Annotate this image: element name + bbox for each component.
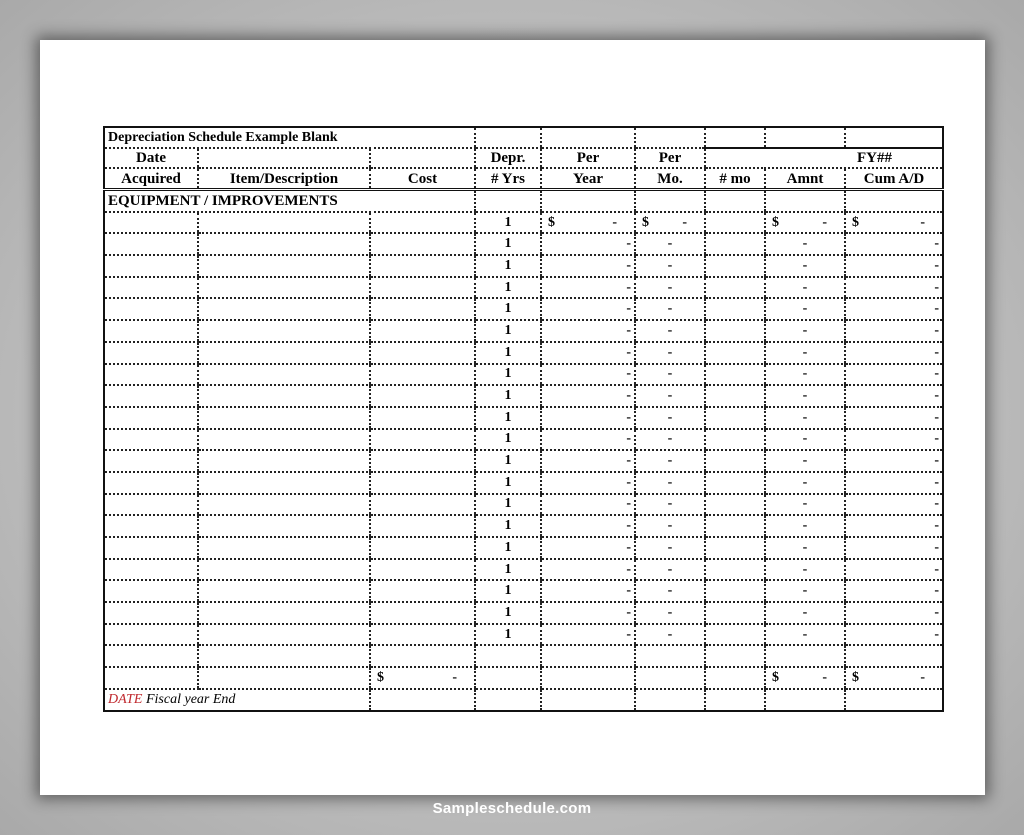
cost-cell [370, 537, 475, 559]
header-year: Year [541, 168, 635, 190]
per-year-cell [541, 212, 635, 234]
cum-ad-cell: - [845, 472, 943, 494]
description-cell [198, 233, 370, 255]
date-acquired-cell [104, 320, 198, 342]
table-row [104, 537, 943, 559]
cum-ad-cell: - [845, 602, 943, 624]
amount-cell: - [765, 602, 845, 624]
cum-ad-cell: - [845, 298, 943, 320]
table-row [104, 212, 943, 234]
months-cell [705, 624, 765, 646]
per-year-cell: - [541, 320, 635, 342]
per-year-cell: - [541, 559, 635, 581]
years-cell: 1 [475, 385, 541, 407]
header-per-mo-top: Per [635, 148, 705, 168]
months-cell [705, 233, 765, 255]
years-cell: 1 [475, 450, 541, 472]
empty-cell [845, 689, 943, 711]
years-cell: 1 [475, 277, 541, 299]
date-acquired-cell [104, 429, 198, 451]
per-year-cell: - [541, 407, 635, 429]
header-cum-ad: Cum A/D [845, 168, 943, 190]
table-row [104, 429, 943, 451]
months-cell [705, 342, 765, 364]
amount-cell: - [765, 624, 845, 646]
amount-cell: - [765, 494, 845, 516]
years-cell: 1 [475, 580, 541, 602]
date-acquired-cell [104, 255, 198, 277]
per-year-cell: - [541, 624, 635, 646]
months-cell [705, 429, 765, 451]
cost-cell [370, 320, 475, 342]
per-year-cell: - [541, 255, 635, 277]
date-acquired-cell [104, 645, 198, 667]
empty-cell [198, 667, 370, 689]
cum-ad-cell: - [845, 407, 943, 429]
cost-cell [370, 233, 475, 255]
years-cell: 1 [475, 559, 541, 581]
amount-cell: - [765, 429, 845, 451]
per-year-cell: - [541, 342, 635, 364]
empty-cell [475, 645, 541, 667]
per-month-cell: - [635, 429, 705, 451]
cum-ad-cell: - [845, 559, 943, 581]
dash-value: - [920, 214, 925, 230]
empty-cell [765, 645, 845, 667]
date-acquired-cell [104, 515, 198, 537]
months-cell [705, 472, 765, 494]
months-cell [705, 364, 765, 386]
table-row [104, 277, 943, 299]
years-cell: 1 [475, 212, 541, 234]
per-month-cell: - [635, 407, 705, 429]
cum-ad-cell: - [845, 494, 943, 516]
dash-value: - [920, 669, 925, 685]
amount-cell: - [765, 407, 845, 429]
footer-row [104, 689, 943, 711]
amount-cell: - [765, 385, 845, 407]
description-cell [198, 602, 370, 624]
years-cell: 1 [475, 342, 541, 364]
per-month-cell: - [635, 255, 705, 277]
date-acquired-cell [104, 407, 198, 429]
months-cell [705, 407, 765, 429]
schedule-title: Depreciation Schedule Example Blank [104, 127, 475, 148]
cost-cell [370, 364, 475, 386]
header-amount: Amnt [765, 168, 845, 190]
date-acquired-cell [104, 385, 198, 407]
dollar-sign: $ [548, 214, 555, 230]
empty-cell [845, 645, 943, 667]
table-row [104, 472, 943, 494]
empty-cell [705, 645, 765, 667]
amount-cell: - [765, 450, 845, 472]
empty-cell [541, 689, 635, 711]
table-row [104, 342, 943, 364]
fy-label: FY## [705, 148, 943, 168]
per-year-cell: - [541, 602, 635, 624]
description-cell [198, 277, 370, 299]
months-cell [705, 298, 765, 320]
cost-cell [370, 624, 475, 646]
months-cell [705, 494, 765, 516]
table-row [104, 385, 943, 407]
per-month-cell: - [635, 364, 705, 386]
footer-fiscal-label: Fiscal year End [145, 691, 236, 707]
per-month-cell: - [635, 320, 705, 342]
cost-cell [370, 515, 475, 537]
cost-cell [370, 494, 475, 516]
cum-ad-cell: - [845, 233, 943, 255]
description-cell [198, 364, 370, 386]
totals-row [104, 667, 943, 689]
years-cell: 1 [475, 298, 541, 320]
per-year-cell: - [541, 429, 635, 451]
years-cell: 1 [475, 429, 541, 451]
per-month-cell: - [635, 559, 705, 581]
months-cell [705, 320, 765, 342]
table-row [104, 364, 943, 386]
description-cell [198, 320, 370, 342]
cum-ad-cell [845, 212, 943, 234]
months-cell [705, 212, 765, 234]
per-month-cell: - [635, 537, 705, 559]
date-acquired-cell [104, 559, 198, 581]
years-cell: 1 [475, 255, 541, 277]
cost-cell [370, 385, 475, 407]
cost-cell [370, 255, 475, 277]
description-cell [198, 407, 370, 429]
amount-cell: - [765, 472, 845, 494]
empty-cell [635, 667, 705, 689]
description-cell [198, 385, 370, 407]
amount-cell: - [765, 298, 845, 320]
header-date: Date [104, 148, 198, 168]
amount-cell: - [765, 233, 845, 255]
description-cell [198, 212, 370, 234]
table-row [104, 494, 943, 516]
years-cell: 1 [475, 472, 541, 494]
site-caption: Sampleschedule.com [432, 800, 592, 817]
per-month-cell: - [635, 342, 705, 364]
footer-date-label: DATE [108, 691, 143, 707]
per-year-cell: - [541, 233, 635, 255]
table-row [104, 320, 943, 342]
months-cell [705, 537, 765, 559]
section-label: EQUIPMENT / IMPROVEMENTS [104, 190, 475, 212]
dollar-sign: $ [852, 669, 859, 685]
date-acquired-cell [104, 494, 198, 516]
per-year-cell: - [541, 298, 635, 320]
empty-cell [635, 645, 705, 667]
section-row [104, 190, 943, 212]
per-month-cell: - [635, 277, 705, 299]
description-cell [198, 515, 370, 537]
cost-cell [370, 559, 475, 581]
total-amount-cell [765, 667, 845, 689]
description-cell [198, 537, 370, 559]
header-row-2 [104, 168, 943, 190]
date-acquired-cell [104, 624, 198, 646]
date-acquired-cell [104, 233, 198, 255]
date-acquired-cell [104, 277, 198, 299]
years-cell: 1 [475, 364, 541, 386]
months-cell [705, 277, 765, 299]
schedule-table [103, 126, 944, 712]
total-cum-ad-cell [845, 667, 943, 689]
dash-value: - [682, 214, 687, 230]
description-cell [198, 559, 370, 581]
empty-cell [104, 667, 198, 689]
cum-ad-cell: - [845, 364, 943, 386]
years-cell: 1 [475, 515, 541, 537]
cum-ad-cell: - [845, 342, 943, 364]
cum-ad-cell: - [845, 255, 943, 277]
header-cost: Cost [370, 168, 475, 190]
per-month-cell: - [635, 494, 705, 516]
cost-cell [370, 298, 475, 320]
cum-ad-cell: - [845, 515, 943, 537]
months-cell [705, 515, 765, 537]
months-cell [705, 450, 765, 472]
description-cell [198, 450, 370, 472]
per-year-cell: - [541, 277, 635, 299]
amount-cell: - [765, 515, 845, 537]
empty-cell [705, 667, 765, 689]
per-year-cell: - [541, 494, 635, 516]
header-mo: Mo. [635, 168, 705, 190]
description-cell [198, 255, 370, 277]
per-month-cell: - [635, 602, 705, 624]
description-cell [198, 429, 370, 451]
header-depr: Depr. [475, 148, 541, 168]
years-cell: 1 [475, 624, 541, 646]
cum-ad-cell: - [845, 580, 943, 602]
cost-cell [370, 407, 475, 429]
amount-cell: - [765, 320, 845, 342]
date-acquired-cell [104, 342, 198, 364]
date-acquired-cell [104, 472, 198, 494]
amount-cell: - [765, 277, 845, 299]
years-cell: 1 [475, 407, 541, 429]
description-cell [198, 342, 370, 364]
table-row [104, 515, 943, 537]
per-year-cell: - [541, 450, 635, 472]
paper-sheet [40, 40, 985, 795]
date-acquired-cell [104, 537, 198, 559]
amount-cell: - [765, 342, 845, 364]
dollar-sign: $ [852, 214, 859, 230]
amount-cell: - [765, 255, 845, 277]
per-month-cell: - [635, 472, 705, 494]
header-acquired: Acquired [104, 168, 198, 190]
months-cell [705, 385, 765, 407]
header-item-description: Item/Description [198, 168, 370, 190]
description-cell [198, 624, 370, 646]
header-num-months: # mo [705, 168, 765, 190]
fiscal-year-end-cell [104, 689, 370, 711]
header-per-year-top: Per [541, 148, 635, 168]
empty-cell [765, 689, 845, 711]
dollar-sign: $ [772, 669, 779, 685]
years-cell: 1 [475, 537, 541, 559]
months-cell [705, 602, 765, 624]
table-row [104, 559, 943, 581]
dash-value: - [822, 669, 827, 685]
years-cell: 1 [475, 494, 541, 516]
title-row [104, 127, 943, 148]
table-row [104, 233, 943, 255]
empty-cell [541, 645, 635, 667]
per-year-cell: - [541, 515, 635, 537]
cum-ad-cell: - [845, 537, 943, 559]
per-month-cell: - [635, 298, 705, 320]
total-cost-cell [370, 667, 475, 689]
cost-cell [370, 277, 475, 299]
date-acquired-cell [104, 212, 198, 234]
cum-ad-cell: - [845, 320, 943, 342]
amount-cell: - [765, 580, 845, 602]
cum-ad-cell: - [845, 624, 943, 646]
per-month-cell: - [635, 624, 705, 646]
per-month-cell: - [635, 233, 705, 255]
per-month-cell: - [635, 385, 705, 407]
empty-cell [475, 689, 541, 711]
cum-ad-cell: - [845, 450, 943, 472]
table-row [104, 298, 943, 320]
empty-cell [635, 689, 705, 711]
header-years: # Yrs [475, 168, 541, 190]
per-year-cell: - [541, 537, 635, 559]
date-acquired-cell [104, 298, 198, 320]
dollar-sign: $ [642, 214, 649, 230]
per-year-cell: - [541, 385, 635, 407]
amount-cell: - [765, 559, 845, 581]
months-cell [705, 559, 765, 581]
date-acquired-cell [104, 450, 198, 472]
cost-cell [370, 602, 475, 624]
dash-value: - [822, 214, 827, 230]
date-acquired-cell [104, 602, 198, 624]
cost-cell [370, 429, 475, 451]
years-cell: 1 [475, 320, 541, 342]
description-cell [198, 472, 370, 494]
table-row [104, 624, 943, 646]
cost-cell [370, 342, 475, 364]
amount-cell [765, 212, 845, 234]
cost-cell [370, 450, 475, 472]
date-acquired-cell [104, 364, 198, 386]
cost-cell [370, 645, 475, 667]
dash-value: - [612, 214, 617, 230]
table-row [104, 255, 943, 277]
per-month-cell: - [635, 515, 705, 537]
dollar-sign: $ [772, 214, 779, 230]
table-row [104, 450, 943, 472]
date-acquired-cell [104, 580, 198, 602]
months-cell [705, 580, 765, 602]
years-cell: 1 [475, 602, 541, 624]
months-cell [705, 255, 765, 277]
years-cell: 1 [475, 233, 541, 255]
per-year-cell: - [541, 580, 635, 602]
empty-cell [475, 667, 541, 689]
table-row [104, 407, 943, 429]
description-cell [198, 298, 370, 320]
per-month-cell [635, 212, 705, 234]
cum-ad-cell: - [845, 429, 943, 451]
description-cell [198, 645, 370, 667]
dash-value: - [452, 669, 457, 685]
amount-cell: - [765, 364, 845, 386]
header-row-1 [104, 148, 943, 168]
cost-cell [370, 212, 475, 234]
table-row [104, 645, 943, 667]
description-cell [198, 580, 370, 602]
description-cell [198, 494, 370, 516]
empty-cell [705, 689, 765, 711]
per-month-cell: - [635, 580, 705, 602]
table-row [104, 602, 943, 624]
cost-cell [370, 472, 475, 494]
depreciation-schedule [103, 126, 944, 712]
per-month-cell: - [635, 450, 705, 472]
empty-cell [370, 689, 475, 711]
amount-cell: - [765, 537, 845, 559]
cum-ad-cell: - [845, 277, 943, 299]
per-year-cell: - [541, 364, 635, 386]
dollar-sign: $ [377, 669, 384, 685]
table-row [104, 580, 943, 602]
per-year-cell: - [541, 472, 635, 494]
cum-ad-cell: - [845, 385, 943, 407]
empty-cell [541, 667, 635, 689]
cost-cell [370, 580, 475, 602]
